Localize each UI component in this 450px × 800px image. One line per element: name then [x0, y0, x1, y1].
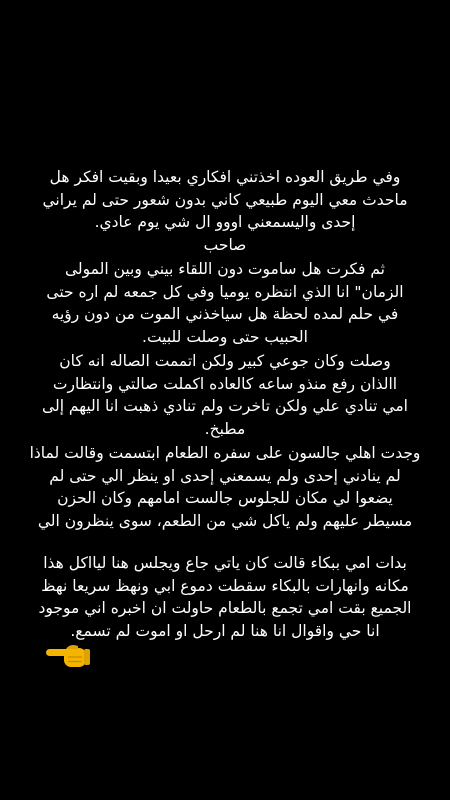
story-line: يضعوا لي مكان للجلوس جالست امامهم وكان الحزن — [57, 489, 393, 507]
story-paragraph-2 — [14, 258, 436, 348]
story-paragraph-3 — [14, 350, 436, 440]
story-line: الجميع بقت امي تجمع بالطعام حاولت ان اخبره اني موجود — [38, 599, 412, 617]
story-line: امي تنادي علي ولكن تاخرت ولم تنادي ذهبت انا اليهم إلى — [42, 397, 408, 415]
story-line: انا حي واقوال انا هنا لم ارحل او اموت لم تسمع. — [70, 621, 380, 640]
story-paragraph-5 — [14, 552, 436, 642]
story-line: لم ينادني إحدى ولم يسمعني إحدى او ينظر الي حتى لم — [49, 466, 401, 485]
story-line: الزمان" انا الذي انتظره يوميا وفي كل جمعه لم اره حتى — [46, 282, 404, 301]
story-line: بدات امي ببكاء قالت كان ياتي جاع ويجلس هنا ليااكل هذا — [43, 554, 407, 572]
story-line: في حلم لمده لحظة هل سياخذني الموت من دون رؤيه — [51, 305, 399, 323]
story-line: االذان رفع منذو ساعه كالعاده اكملت صالتي وانتظارت — [52, 374, 398, 393]
pointing-hand-left-icon — [44, 640, 92, 670]
story-paragraph-4 — [14, 442, 436, 532]
story-paragraph-1 — [14, 166, 436, 256]
story-line: ثم فكرت هل ساموت دون اللقاء بيني وبين المولى — [65, 260, 385, 278]
story-line: مكانه وانهارات بالبكاء سقطت دموع ابي ونهظ سريعا نهظ — [41, 576, 409, 595]
story-line: صاحب — [203, 235, 247, 254]
story-line: إحدى واليسمعني اووو ال شي يوم عادي. — [94, 213, 356, 231]
story-line: وصلت وكان جوعي كبير ولكن اتممت الصاله انه كان — [59, 352, 391, 370]
story-line: مطبخ. — [204, 419, 246, 438]
story-text — [14, 166, 436, 642]
story-line: وجدت اهلي جالسون على سفره الطعام ابتسمت وقالت لماذا — [29, 444, 421, 462]
story-line: وفي طريق العوده اخذتني افكاري بعيدا وبقيت افكر هل — [49, 168, 401, 186]
story-line: مسيطر عليهم ولم ياكل شي من الطعم، سوى ينظرون الي — [37, 511, 413, 530]
story-line: ماحدث معي اليوم طبيعي كاني بدون شعور حتى لم يراني — [42, 190, 408, 209]
story-line: الحبيب حتى وصلت للبيت. — [142, 327, 308, 346]
